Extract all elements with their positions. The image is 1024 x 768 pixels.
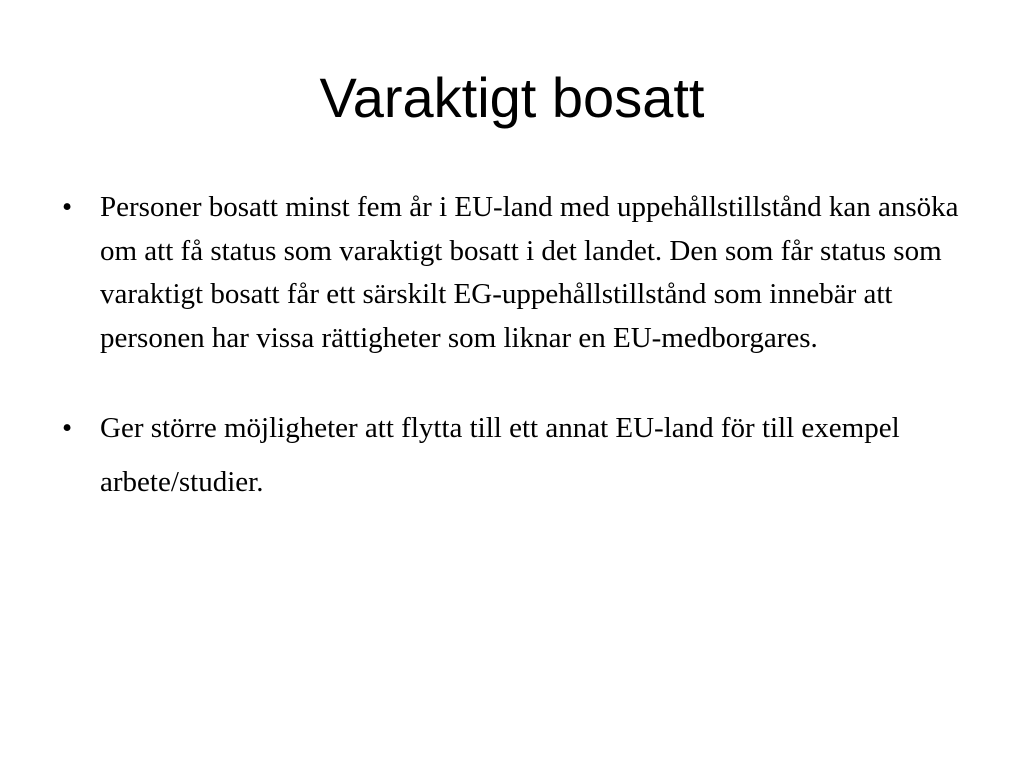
bullet-icon: • bbox=[62, 191, 73, 223]
bullet-icon: • bbox=[62, 412, 73, 444]
bullet-text: Personer bosatt minst fem år i EU-land med uppehållstillstånd kan ansöka om att få status som varaktigt bosatt i det landet. Den som får status som varaktigt bosatt får ett särskilt EG-uppehållstillstånd som innebär att personen har vissa rättigheter som liknar en EU-medborgares. bbox=[100, 191, 959, 354]
bullet-item bbox=[62, 401, 962, 509]
bullet-text: Ger större möjligheter att flytta till ett annat EU-land för till exempel arbete/studier. bbox=[100, 412, 900, 498]
bullet-item bbox=[62, 186, 962, 360]
bullet-list bbox=[62, 186, 962, 509]
slide-title: Varaktigt bosatt bbox=[319, 66, 705, 129]
